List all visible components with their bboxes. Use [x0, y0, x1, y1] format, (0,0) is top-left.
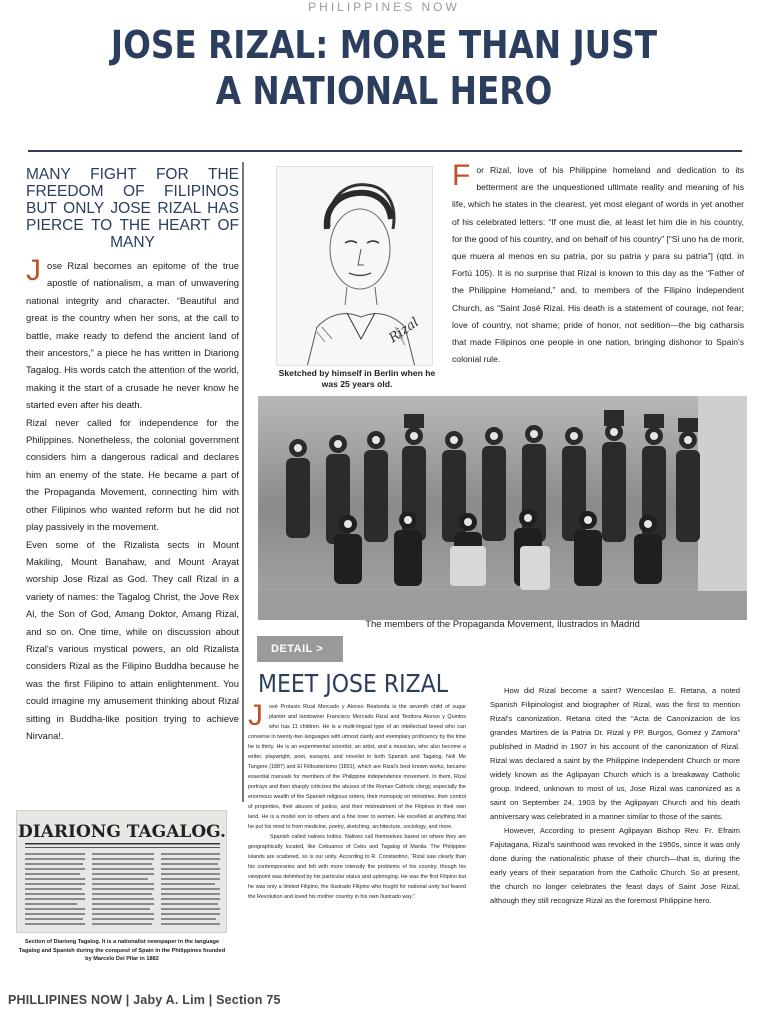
group-photo-caption: The members of the Propaganda Movement, Ilustrados in Madrid: [365, 619, 640, 630]
paragraph-text: osé Protasio Rizal Mercado y Alonso Realonda is the seventh child of sugar planter and landowner Francisco Mercado Rizal and Teodora Alonso y Quintos who has 11 children. He is a multi-lingual type of an intellectual breed who can converse in twenty-two languages with utmost clarity and exemplary proficiency by the time he is thirty. He is an experimental scientist, an artist, and a musician, who also become a writer, playwright, poet, essayist, and novelist in both Spanish and Tagalog. Noli Me Tangere (1887) and El Filibusterismo (1891), which are Rizal's best known works, became essential manuals for members of the Philippine independence movement. In them, Rizal portrays and then sharply criticizes the abuses of the Roman Catholic clergy, especially the enormous wealth of the Spanish religious orders, their monopoly on ministries, their control of properties, their abuses of justice, and their mistreatment of the Filipinos in their own land. He is a model son to others and a fine lover to women. He excelled at anything that he put his mind to from medicine, poetry, sketching, architecture, sociology, and more.: [248, 704, 466, 830]
paragraph: Spanish called natives Indios. Natives call themselves based on where they are geographically located, like Cebuanos of Cebu and Tagalog of Manila. The Philippine islands are scattered, so is our unity. According to R. Constantino, “Rizal saw clearly than his contemporaries and felt with more intensity the problems of his country, though his viewpoint was delimited by his particular status and upbringing. He was the first Filipino but he was only a limited Filipino, the Ilustrado Filipino who fought for national unity but feared the Revolution and loved his mother country in his own Ilustrado way.”: [248, 834, 466, 900]
paragraph: [248, 699, 466, 832]
section-title: MEET JOSE RIZAL: [258, 669, 449, 698]
magazine-kicker: PHILIPPINES NOW: [308, 0, 460, 14]
drop-cap: J: [248, 699, 263, 732]
paragraph-text: ose Rizal becomes an epitome of the true apostle of nationalism, a man of unwavering national integrity and character. “Beautiful and great is the country when her sons, at the call to battle, make ready to defend the ancient land of their ancestors,” a piece he has written in Diariong Tagalog. His words catch the attention of the world, making it the start of a crusade he never know he started even after his death.: [26, 260, 239, 411]
right-top-column: [452, 159, 744, 368]
saint-column: [490, 684, 740, 908]
propaganda-movement-photo: [258, 396, 747, 620]
group-photo-icon: [258, 396, 747, 620]
newspaper-masthead: DIARIONG TAGALOG.: [18, 822, 226, 842]
detail-button[interactable]: DETAIL >: [257, 636, 343, 662]
paragraph-text: or Rizal, love of his Philippine homeland and dedication to its betterment are the unquestioned ultimate reality and meaning of his life, which he states in the clearest, yet most elegant of words in yet another of his celebrated letters: “If one must die, at least let him die in his country, for the good of his country, and on behalf of his country” [“Si uno ha de morir, que muera al menos en su patria, por su patria y para su patria”] (qtd. in Fortú 105). It is no surprise that Rizal is known to this day as the “Father of the Philippine Homeland,” and, to members of the Filipino Independent Church, as “Saint José Rizal. His death is a statement of courage, not fear; love of country, not shame; pride of honor, not sedition—the big catharsis that made Filipinos one people in one nation, bringing dishonor to Spain's colonial rule.: [452, 165, 744, 365]
drop-cap: J: [26, 254, 41, 287]
bio-column: [248, 699, 466, 902]
page-footer: PHILLIPINES NOW | Jaby A. Lim | Section 75: [8, 993, 281, 1007]
paragraph: However, According to present Aglipayan Bishop Rev. Fr. Efraim Fajutagana, Rizal's sainthood was revoked in the 1950s, since it was only done during the nationalistic phase of their church—that is, during the early years of their separation from the Catholic Church. So at present, the church no longer celebrates the feast days of Saint Jose Rizal, although they still recognize Rizal as the foremost Philippine hero.: [490, 826, 740, 905]
portrait-sketch-icon: [277, 167, 433, 366]
page-title: [105, 22, 662, 114]
right-article-body: [452, 159, 744, 368]
paragraph: Rizal never called for independence for the Philippines. Nonetheless, the colonial government considers him a dangerous radical and declares him an enemy of the state. He became a part of the Propaganda Movement, connecting him with other Filipinos who wanted reform but he did not play passively in the movement.: [26, 416, 239, 533]
newspaper-icon: [17, 811, 227, 933]
title-line-1: JOSE RIZAL: MORE THAN JUST: [110, 23, 658, 67]
paragraph: [452, 159, 744, 368]
header-divider: [28, 150, 742, 152]
rizal-sketch-image: [276, 166, 433, 366]
pull-quote: MANY FIGHT FOR THE FREEDOM OF FILIPINOS BUT ONLY JOSE RIZAL HAS PIERCE TO THE HEART OF MANY: [26, 166, 239, 251]
paragraph: [26, 254, 239, 414]
newspaper-caption: Section of Diariong Tagalog. It is a nationalist newspaper in the language Tagalog and Spanish during the conquest of Spain in the Philippines founded by Marcelo Del Pilar in 1882: [18, 939, 226, 963]
drop-cap: F: [452, 159, 471, 192]
title-line-2: A NATIONAL HERO: [215, 69, 553, 113]
paragraph: How did Rizal become a saint? Wenceslao E. Retana, a noted Spanish Filipinologist and biographer of Rizal, was the first to mention Rizal's canonization. Retana cited the “Acta de Canonizacion de los grandes Martires de la Patria Dr. Rizal y PP. Burgos, Gomez y Zamora” published in Madrid in 1907 in his account of the canonization of Rizal. Rizal was declared a saint by the Philippine Independent Church or more widely known as the Aglipayan Church which is a breakaway Catholic group. Indeed, unknown to most of us, Jose Rizal was canonized as a saint on September 24, 1903 by the Aglipayan Church and his death anniversary was celebrated in a manner similar to those of the saints.: [490, 686, 740, 821]
left-column: [26, 166, 239, 744]
diariong-tagalog-image: [16, 810, 227, 933]
left-article-body: [26, 254, 239, 744]
sketch-caption: Sketched by himself in Berlin when he was 25 years old.: [278, 368, 436, 389]
bio-body: [248, 699, 466, 902]
column-divider: [242, 162, 244, 802]
paragraph: Even some of the Rizalista sects in Mount Makiling, Mount Banahaw, and Mount Arayat worship Jose Rizal as God. They call Rizal in a variety of names: the Tagalog Christ, the Jove Rex Al, the Son of God, Amang Doktor, Amang Rizal, and so on. One time, while on discussion about Rizal's various mystical powers, an old Rizalista considers Rizal as the Filipino Buddha because he was the first Filipino to attain enlightenment. You could imagine my amusement thinking about Rizal sitting in Buddha-like position trying to achieve Nirvana!.: [26, 538, 239, 741]
saint-body: [490, 684, 740, 908]
sketch-signature: Rizal: [386, 315, 422, 347]
